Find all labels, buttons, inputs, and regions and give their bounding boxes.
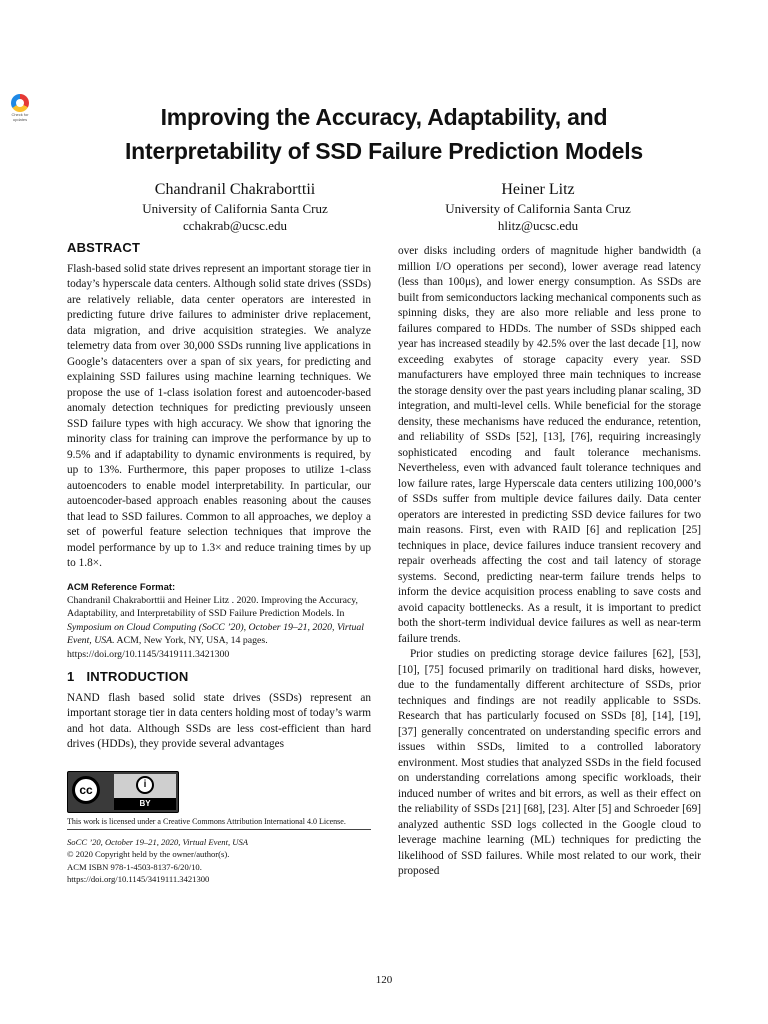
cc-by-panel <box>114 774 176 810</box>
abstract-text: Flash-based solid state drives represent an important storage tier in today’s hyperscale data centers. Although solid state drives (SSDs) are relatively reliable, data center operators are interested in predicting future drive failures to administer drive replacement, data migration, and drive acquisition strategies. We analyze telemetry data from over 30,000 SSDs running live applications in Google’s datacenters over a span of six years, for predicting and explaining SSD failures using machine learning techniques. We propose the use of 1-class isolation forest and autoencoder-based anomaly detection techniques for predicting previously unseen SSD failure types with high accuracy. We show that ignoring the minority class for training can improve the performance by up to 9.5% and if adaptability to dynamic environments is required, by up to 13%. Furthermore, this paper proposes to utilize 1-class autoencoders to enable model interpretability. In particular, our autoencoder-based approach enables reasoning about the causes that lead to SSD failures. Common to all approaches, we deploy a set of powerful feature selection techniques that improve the model performance by up to 1.3× and reduce training times by up to 1.8×. <box>67 262 371 569</box>
title-line-1: Improving the Accuracy, Adaptability, and <box>160 104 608 130</box>
creative-commons-logo[interactable] <box>67 771 179 813</box>
reference-venue: Symposium on Cloud Computing (SoCC ’20), October 19–21, 2020, Virtual Event, USA. <box>67 621 364 646</box>
attribution-icon: i <box>136 776 154 794</box>
author-name: Chandranil Chakraborttii <box>154 181 316 198</box>
right-paragraph-2: Prior studies on predicting storage device failures [62], [53], [10], [75] focused primarily on traditional hard disks, however, due to the fundamentally different architecture of SSDs, prior techniques and findings are not readily applicable to SSDs. Research that has particularly focused on SSDs [8], [14], [19], [37] generally concentrated on understanding specific errors and issues within SSDs, limited to a controlled laboratory environment. Most studies that analyzed SSDs in the field focused on understanding correlations among specific workloads, their induced number of writes and bit errors, as well as their effect on the reliability of SSDs [21] [68], [23]. Alter [5] and Schroeder [69] analyzed authentic SSD logs collected in the Google cloud to leverage machine learning (ML) techniques for predicting the likelihood of SSD failures. While most related to our work, their proposed <box>398 648 701 877</box>
cc-icon: cc <box>72 776 100 804</box>
introduction-heading <box>67 669 371 685</box>
author-block-2 <box>388 180 688 234</box>
abstract-heading: ABSTRACT <box>67 240 141 255</box>
page-number: 120 <box>375 974 393 986</box>
introduction-paragraph: NAND flash based solid state drives (SSDs) represent an important storage tier in data centers holding most of today’s warm and hot data. Although SSDs are less cost-efficient than hard drives (HDDs), they provide several advantages <box>67 691 371 750</box>
cc-by-label: BY <box>114 798 176 810</box>
publication-metadata <box>67 836 371 886</box>
section-title: INTRODUCTION <box>86 669 189 684</box>
section-number: 1 <box>67 669 75 684</box>
author-affiliation: University of California Santa Cruz <box>445 201 631 216</box>
meta-doi[interactable]: https://doi.org/10.1145/3419111.3421300 <box>67 874 210 884</box>
acm-reference-heading: ACM Reference Format: <box>67 581 176 593</box>
meta-isbn: ACM ISBN 978-1-4503-8137-6/20/10. <box>67 861 202 872</box>
meta-venue: SoCC ’20, October 19–21, 2020, Virtual Event, USA <box>67 836 249 847</box>
meta-copyright: © 2020 Copyright held by the owner/author(s). <box>67 849 230 859</box>
check-for-updates-badge[interactable] <box>6 94 34 128</box>
author-affiliation: University of California Santa Cruz <box>142 201 328 216</box>
author-email: hlitz@ucsc.edu <box>497 218 579 233</box>
right-column <box>398 244 701 880</box>
reference-part-2: ACM, New York, NY, USA, 14 pages. https://doi.org/10.1145/3419111.3421300 <box>67 635 268 660</box>
badge-label: Check for updates <box>11 112 29 122</box>
check-for-updates-icon <box>11 94 29 112</box>
reference-part-1: Chandranil Chakraborttii and Heiner Litz . 2020. Improving the Accuracy, Adaptability, and Interpretability of SSD Failure Prediction Models. In <box>67 594 359 619</box>
left-column <box>67 240 371 886</box>
paper-title <box>40 100 728 168</box>
title-line-2: Interpretability of SSD Failure Prediction Models <box>124 138 643 164</box>
acm-reference-text <box>67 594 371 662</box>
right-paragraph-1: over disks including orders of magnitude higher bandwidth (a million I/O operations per second), lower average read latency (less than 100μs), and lower energy consumption. As SSDs are built from semiconductors lacking mechanical components such as spinning disks, they are also more reliable and less prone to failures compared to HDDs. The number of SSDs shipped each year has increased steadily by 42.5% over the last decade [1], now exceeding exabytes of storage capacity every year. SSD manufacturers have employed three main techniques to increase the storage density over the past years including planar scaling, 3D integration, and multi-level cells. While beneficial for the storage density, these mechanisms have reduced the endurance, retention, and reliability of SSDs [52], [13], [76], requiring increasingly sophisticated encoding and fault tolerance mechanisms. Nevertheless, even with advanced fault tolerance techniques and low failure rates, large Hyperscale data centers utilizing 100,000’s of SSDs suffer from multiple device failures daily. Data center operators are interested in predicting SSD device failures for two main reasons. First, even with RAID [6] and replication [25] techniques in place, device failures induce transient recovery and repair overheads affecting the cost and tail latency of storage systems. Second, predicting near-term failure trends helps to inform the device acquisition process enabling to save costs and avoid capacity bottlenecks. As a result, it is important to predict both the short-term individual device failures as well as near-term failure trends. <box>398 245 701 645</box>
author-name: Heiner Litz <box>501 181 575 198</box>
license-text[interactable]: This work is licensed under a Creative Commons Attribution International 4.0 License. <box>67 816 371 830</box>
author-block-1 <box>85 180 385 234</box>
author-email: cchakrab@ucsc.edu <box>183 218 287 233</box>
